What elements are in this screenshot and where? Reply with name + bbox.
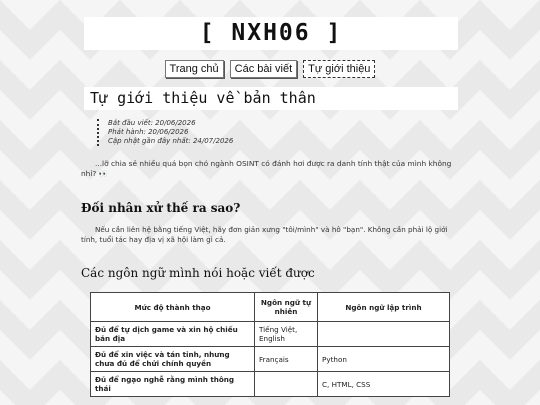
nav-posts-button[interactable]: Các bài viết xyxy=(230,60,297,78)
section-heading-conduct: Đối nhân xử thế ra sao? xyxy=(81,201,241,215)
article-meta xyxy=(97,119,233,146)
table-row xyxy=(91,372,450,397)
meta-updated: Cập nhật gần đây nhất: 24/07/2026 xyxy=(108,137,234,145)
table-cell: Français xyxy=(255,347,318,372)
section-heading-languages: Các ngôn ngữ mình nói hoặc viết được xyxy=(81,266,315,280)
header-programming-language: Ngôn ngữ lập trình xyxy=(318,293,450,322)
header-proficiency: Mức độ thành thạo xyxy=(91,293,255,322)
table-row xyxy=(91,322,450,347)
table-cell: Python xyxy=(318,347,450,372)
meta-published: Phát hành: 20/06/2026 xyxy=(108,128,189,136)
table-cell: Đủ để ngạo nghễ rằng mình thông thái xyxy=(91,372,255,397)
conduct-paragraph: Nếu cần liên hệ bằng tiếng Việt, hãy đơn giản xưng "tôi/mình" và hô "bạn". Không cần phải lộ giới tính, tuổi tác hay địa vị xã hội làm gì cả. xyxy=(81,225,448,244)
table-cell xyxy=(255,372,318,397)
site-title: [ NXH06 ] xyxy=(84,17,458,50)
main-nav xyxy=(0,60,540,78)
table-cell: C, HTML, CSS xyxy=(318,372,450,397)
languages-table xyxy=(90,292,450,397)
table-header-row xyxy=(91,293,450,322)
article-title: Tự giới thiệu về bản thân xyxy=(84,87,458,110)
header-natural-language: Ngôn ngữ tự nhiên xyxy=(255,293,318,322)
table-cell: Đủ để xin việc và tán tỉnh, nhưng chưa đủ để chửi chính quyền xyxy=(91,347,255,372)
nav-about-button[interactable]: Tự giới thiệu xyxy=(303,60,375,78)
table-cell: Tiếng Việt, English xyxy=(255,322,318,347)
intro-paragraph: ...lỡ chia sẻ nhiều quá bọn chó ngành OSINT có đánh hơi được ra danh tính thật của mình không nhỉ? 👀 xyxy=(81,159,452,178)
nav-home-button[interactable]: Trang chủ xyxy=(165,60,224,78)
table-cell: Đủ để tự dịch game và xin hộ chiếu bản địa xyxy=(91,322,255,347)
table-row xyxy=(91,347,450,372)
meta-started: Bắt đầu viết: 20/06/2026 xyxy=(108,119,196,127)
table-cell xyxy=(318,322,450,347)
